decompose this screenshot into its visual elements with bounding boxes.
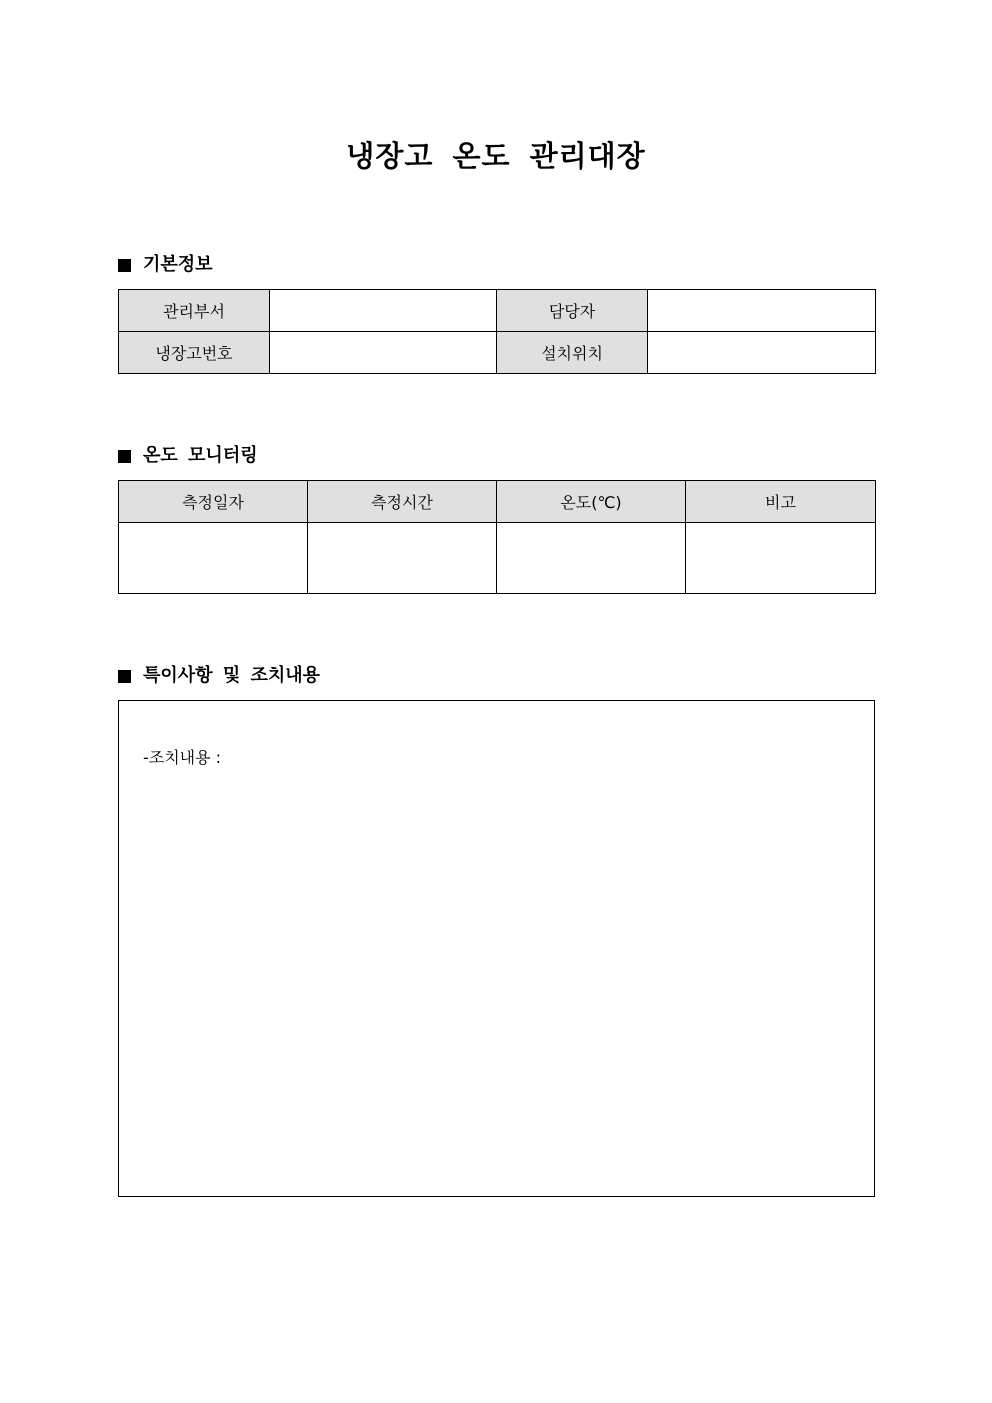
- manager-label: 담당자: [497, 290, 648, 332]
- monitoring-heading: [118, 444, 258, 468]
- action-taken-label: -조치내용 :: [143, 748, 222, 767]
- notes-box[interactable]: [118, 700, 875, 1197]
- table-row: [119, 523, 876, 594]
- time-cell[interactable]: [308, 523, 497, 594]
- column-header-temperature: 온도(℃): [497, 481, 686, 523]
- table-row: [119, 332, 876, 374]
- location-field[interactable]: [648, 332, 876, 374]
- basic-info-heading-text: 기본정보: [143, 254, 213, 275]
- location-label: 설치위치: [497, 332, 648, 374]
- remarks-cell[interactable]: [686, 523, 876, 594]
- column-header-remarks: 비고: [686, 481, 876, 523]
- column-header-date: 측정일자: [119, 481, 308, 523]
- notes-heading: [118, 664, 320, 688]
- square-bullet-icon: [118, 670, 131, 683]
- monitoring-heading-text: 온도 모니터링: [143, 445, 258, 466]
- temperature-cell[interactable]: [497, 523, 686, 594]
- document-title: 냉장고 온도 관리대장: [346, 139, 646, 173]
- fridge-number-field[interactable]: [270, 332, 497, 374]
- table-header-row: [119, 481, 876, 523]
- manager-field[interactable]: [648, 290, 876, 332]
- fridge-number-label: 냉장고번호: [119, 332, 270, 374]
- monitoring-table: [118, 480, 876, 594]
- column-header-time: 측정시간: [308, 481, 497, 523]
- date-cell[interactable]: [119, 523, 308, 594]
- table-row: [119, 290, 876, 332]
- basic-info-table: [118, 289, 876, 374]
- department-label: 관리부서: [119, 290, 270, 332]
- square-bullet-icon: [118, 450, 131, 463]
- department-field[interactable]: [270, 290, 497, 332]
- basic-info-heading: [118, 253, 213, 277]
- square-bullet-icon: [118, 259, 131, 272]
- notes-heading-text: 특이사항 및 조치내용: [143, 665, 321, 686]
